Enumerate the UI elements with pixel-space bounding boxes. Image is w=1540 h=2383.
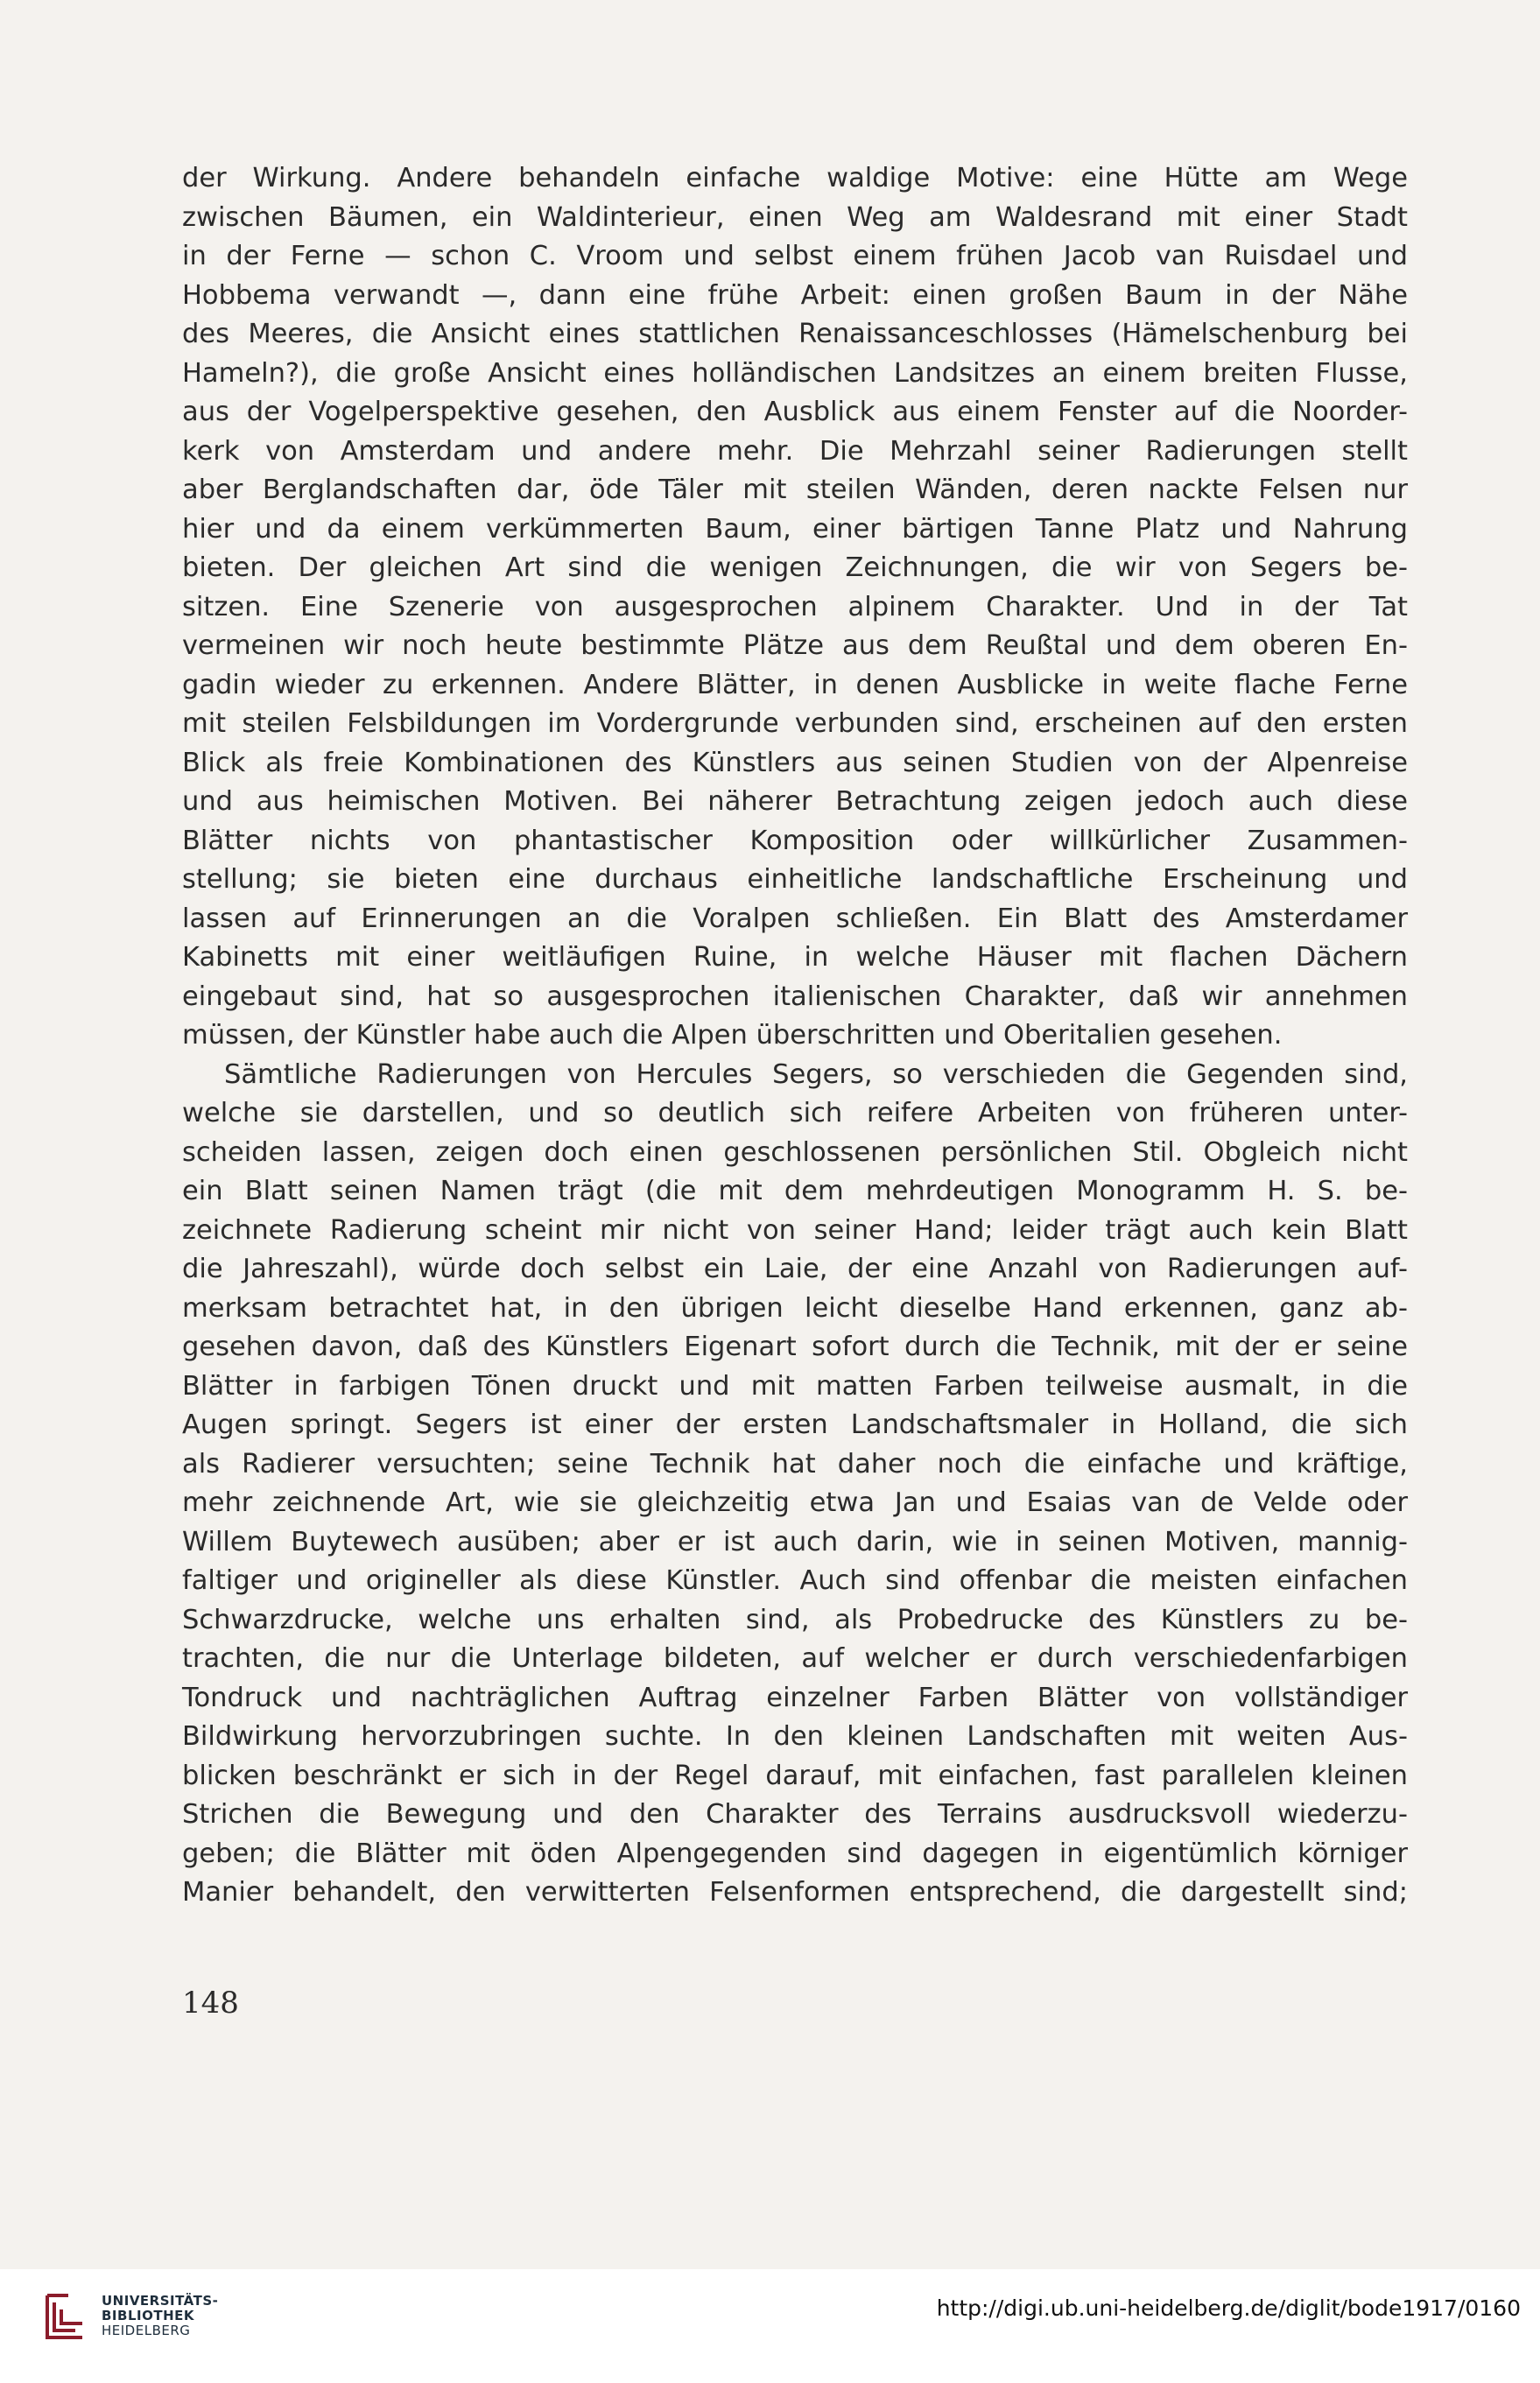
text-line: Schwarzdrucke, welche uns erhalten sind, als Probedrucke des Künstlers zu be-	[182, 1604, 1408, 1635]
text-line: bieten. Der gleichen Art sind die wenigen Zeichnungen, die wir von Segers be-	[182, 552, 1408, 583]
text-line: kerk von Amsterdam und andere mehr. Die Mehrzahl seiner Radierungen stellt	[182, 435, 1408, 467]
text-line: die Jahreszahl), würde doch selbst ein Laie, der eine Anzahl von Radierungen auf-	[182, 1254, 1408, 1284]
page-number: 148	[182, 1986, 239, 2021]
text-line: sitzen. Eine Szenerie von ausgesprochen alpinem Charakter. Und in der Tat	[182, 591, 1408, 622]
text-line: mehr zeichnende Art, wie sie gleichzeitig etwa Jan und Esaias van de Velde oder	[182, 1487, 1408, 1518]
library-logo-icon	[39, 2288, 91, 2344]
text-line: Blätter nichts von phantastischer Komposition oder willkürlicher Zusammen-	[182, 825, 1408, 856]
library-name-line: HEIDELBERG	[102, 2323, 191, 2338]
text-line: Hobbema verwandt —, dann eine frühe Arbeit: einen großen Baum in der Nähe	[182, 279, 1408, 311]
text-line: Strichen die Bewegung und den Charakter des Terrains ausdrucksvoll wiederzu-	[182, 1799, 1408, 1830]
text-line: eingebaut sind, hat so ausgesprochen italienischen Charakter, daß wir annehmen	[182, 981, 1408, 1012]
text-line: und aus heimischen Motiven. Bei näherer Betrachtung zeigen jedoch auch diese	[182, 786, 1408, 817]
text-line: blicken beschränkt er sich in der Regel darauf, mit einfachen, fast parallelen kleinen	[182, 1760, 1408, 1791]
text-line: welche sie darstellen, und so deutlich sich reifere Arbeiten von früheren unter-	[182, 1098, 1408, 1128]
text-line: als Radierer versuchten; seine Technik hat daher noch die einfache und kräftige,	[182, 1448, 1408, 1480]
text-line: Bildwirkung hervorzubringen suchte. In den kleinen Landschaften mit weiten Aus-	[182, 1721, 1408, 1752]
text-line: zeichnete Radierung scheint mir nicht von seiner Hand; leider trägt auch kein Blatt	[182, 1214, 1408, 1246]
text-line: gadin wieder zu erkennen. Andere Blätter, in denen Ausblicke in weite flache Ferne	[182, 669, 1408, 700]
text-line: Willem Buytewech ausüben; aber er ist auch darin, wie in seinen Motiven, mannig-	[182, 1526, 1408, 1557]
text-line: Augen springt. Segers ist einer der ersten Landschaftsmaler in Holland, die sich	[182, 1409, 1408, 1440]
body-text	[182, 159, 1408, 1913]
text-line: lassen auf Erinnerungen an die Voralpen schließen. Ein Blatt des Amsterdamer	[182, 903, 1408, 934]
source-url-link[interactable]: http://digi.ub.uni-heidelberg.de/diglit/bode1917/0160	[936, 2295, 1521, 2321]
text-line: Manier behandelt, den verwitterten Felsenformen entsprechend, die dargestellt sind;	[182, 1877, 1408, 1908]
text-line: geben; die Blätter mit öden Alpengegenden sind dagegen in eigentümlich körniger	[182, 1838, 1408, 1869]
footer-bar	[0, 2269, 1540, 2383]
text-line: Sämtliche Radierungen von Hercules Segers, so verschieden die Gegenden sind,	[224, 1058, 1408, 1090]
text-line: zwischen Bäumen, ein Waldinterieur, einen Weg am Waldesrand mit einer Stadt	[182, 201, 1408, 233]
text-line: gesehen davon, daß des Künstlers Eigenart sofort durch die Technik, mit der er seine	[182, 1332, 1408, 1362]
text-line: trachten, die nur die Unterlage bildeten, auf welcher er durch verschiedenfarbigen	[182, 1643, 1408, 1674]
text-line: vermeinen wir noch heute bestimmte Plätze aus dem Reußtal und dem oberen En-	[182, 630, 1408, 661]
text-line: mit steilen Felsbildungen im Vordergrunde verbunden sind, erscheinen auf den ersten	[182, 708, 1408, 739]
text-line: Kabinetts mit einer weitläufigen Ruine, in welche Häuser mit flachen Dächern	[182, 942, 1408, 973]
library-name-line: UNIVERSITÄTS-	[102, 2293, 219, 2309]
text-line: Hameln?), die große Ansicht eines holländischen Landsitzes an einem breiten Flusse,	[182, 357, 1408, 389]
text-line: Blätter in farbigen Tönen druckt und mit matten Farben teilweise ausmalt, in die	[182, 1370, 1408, 1402]
text-line: aber Berglandschaften dar, öde Täler mit steilen Wänden, deren nackte Felsen nur	[182, 474, 1408, 505]
library-name-line: BIBLIOTHEK	[102, 2308, 194, 2323]
text-line: hier und da einem verkümmerten Baum, einer bärtigen Tanne Platz und Nahrung	[182, 513, 1408, 545]
text-line: faltiger und origineller als diese Künstler. Auch sind offenbar die meisten einfachen	[182, 1565, 1408, 1596]
text-line: ein Blatt seinen Namen trägt (die mit dem mehrdeutigen Monogramm H. S. be-	[182, 1176, 1408, 1206]
library-name	[102, 2294, 218, 2338]
text-line: merksam betrachtet hat, in den übrigen leicht dieselbe Hand erkennen, ganz ab-	[182, 1292, 1408, 1324]
text-line: scheiden lassen, zeigen doch einen geschlossenen persönlichen Stil. Obgleich nicht	[182, 1136, 1408, 1168]
text-line: stellung; sie bieten eine durchaus einheitliche landschaftliche Erscheinung und	[182, 864, 1408, 895]
text-line: der Wirkung. Andere behandeln einfache waldige Motive: eine Hütte am Wege	[182, 163, 1408, 193]
text-line: Blick als freie Kombinationen des Künstlers aus seinen Studien von der Alpenreise	[182, 747, 1408, 778]
text-line: aus der Vogelperspektive gesehen, den Ausblick aus einem Fenster auf die Noorder-	[182, 397, 1408, 427]
text-line: Tondruck und nachträglichen Auftrag einzelner Farben Blätter von vollständiger	[182, 1682, 1408, 1713]
text-line: in der Ferne — schon C. Vroom und selbst einem frühen Jacob van Ruisdael und	[182, 241, 1408, 271]
text-line: des Meeres, die Ansicht eines stattlichen Renaissanceschlosses (Hämelschenburg bei	[182, 319, 1408, 349]
text-line: müssen, der Künstler habe auch die Alpen überschritten und Oberitalien gesehen.	[182, 1020, 1283, 1051]
